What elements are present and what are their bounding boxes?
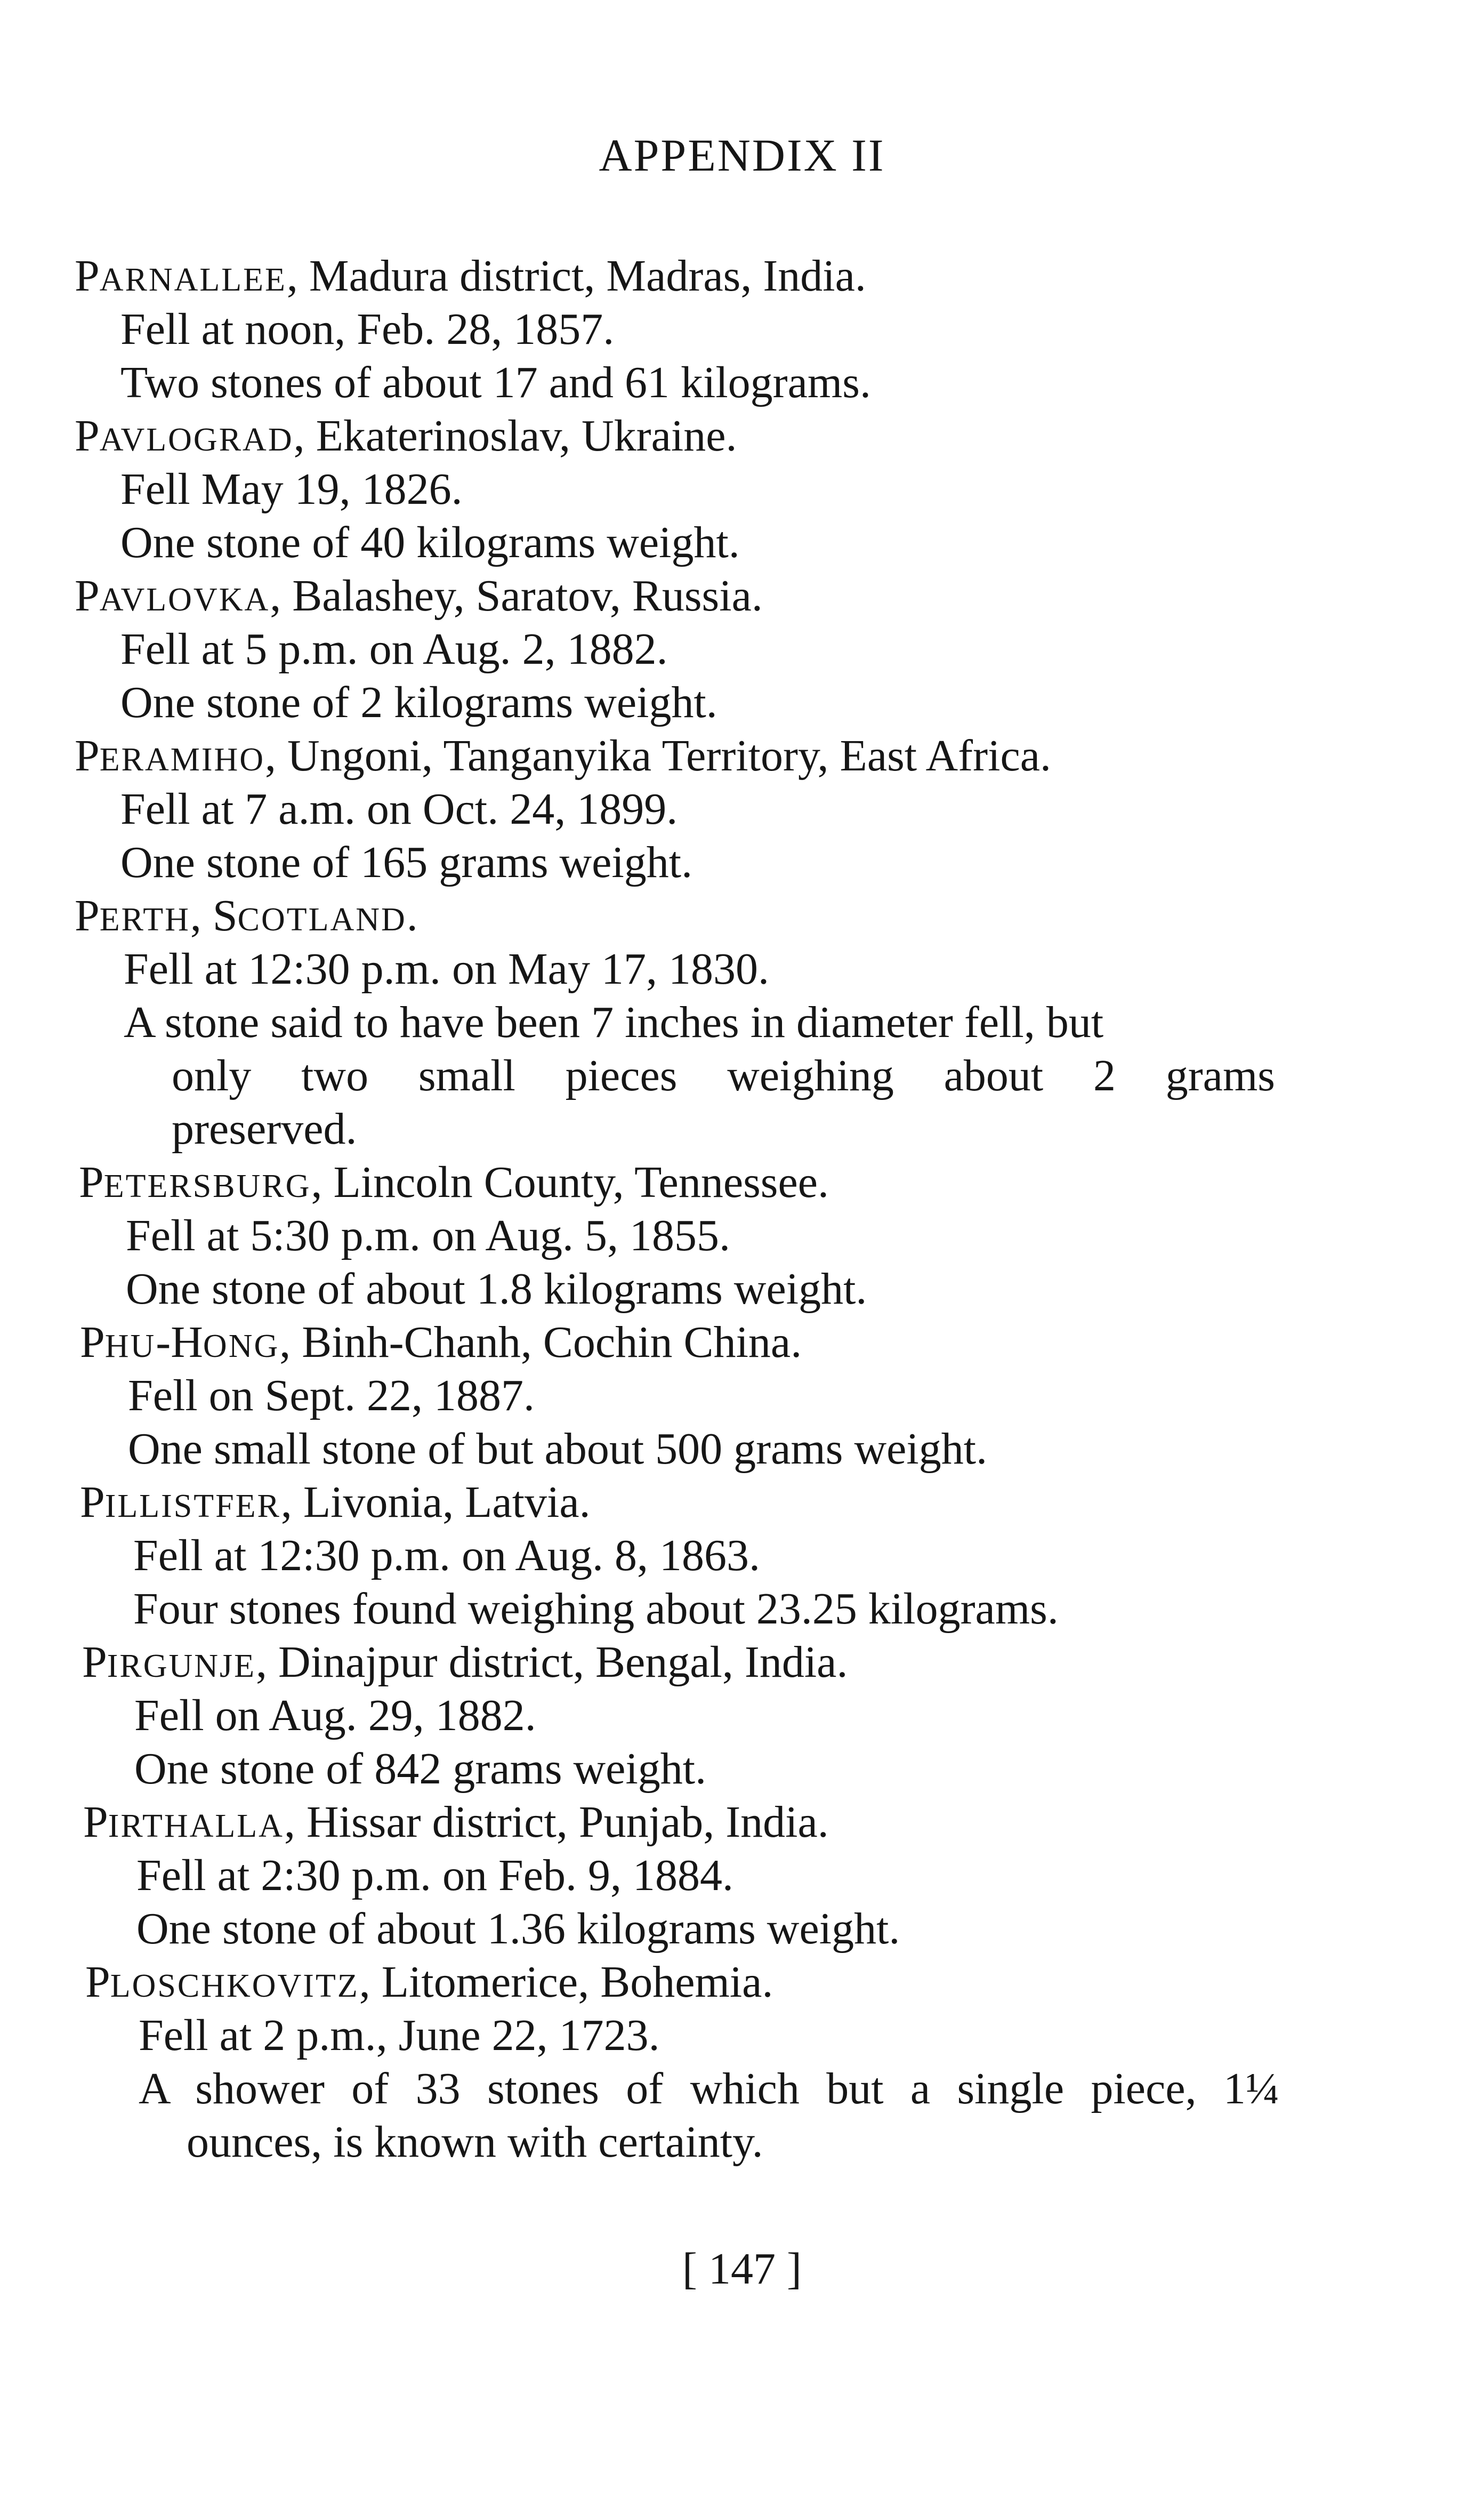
entry-location-smallcaps: COTLAND bbox=[237, 902, 407, 938]
entry-name-initial: P bbox=[75, 251, 100, 301]
entry-title bbox=[83, 1796, 829, 1853]
entry-fall-line: Fell at 7 a.m. on Oct. 24, 1899. bbox=[120, 784, 678, 834]
entry-fall-line: Fell at 2:30 p.m. on Feb. 9, 1884. bbox=[136, 1851, 733, 1900]
entry-fall-line: Fell at 5:30 p.m. on Aug. 5, 1855. bbox=[126, 1211, 730, 1260]
entry-title bbox=[82, 1636, 848, 1693]
entry-stone-line: Four stones found weighing about 23.25 kilograms. bbox=[133, 1584, 1059, 1634]
entry-title bbox=[75, 729, 1051, 786]
entry-fall-line: Fell at 2 p.m., June 22, 1723. bbox=[139, 2011, 660, 2060]
entry-location-initial: , S bbox=[190, 891, 238, 940]
entry-fall-line: Fell at 12:30 p.m. on Aug. 8, 1863. bbox=[133, 1531, 760, 1580]
entry-name-smallcaps: ONG bbox=[203, 1328, 280, 1364]
entry-name-smallcaps: ERAMIHO bbox=[99, 742, 265, 778]
entry-stone-line: A stone said to have been 7 inches in diameter fell, but bbox=[124, 998, 1104, 1047]
entry-location: , Binh-Chanh, Cochin China. bbox=[279, 1317, 802, 1367]
entry-title bbox=[80, 1316, 802, 1373]
entry-location: , Dinajpur district, Bengal, India. bbox=[256, 1637, 848, 1687]
entry-title bbox=[85, 1956, 773, 2013]
entry-stone-line: One small stone of but about 500 grams weight. bbox=[128, 1424, 988, 1474]
entry-stone-line-continued: ounces, is known with certainty. bbox=[187, 2117, 763, 2167]
entry-name-smallcaps: LOSCHKOVITZ bbox=[110, 1968, 359, 2004]
entry-stone-line-continued: preserved. bbox=[172, 1104, 357, 1154]
entry-name-initial: P bbox=[79, 1157, 104, 1207]
entry-stone-line: One stone of 2 kilograms weight. bbox=[120, 678, 717, 727]
entry-title bbox=[75, 569, 763, 626]
entry-location: , Ekaterinoslav, Ukraine. bbox=[293, 411, 737, 461]
entry-name-smallcaps: IRGUNJE bbox=[107, 1648, 256, 1684]
entry-title bbox=[79, 1156, 829, 1213]
entry-title bbox=[75, 409, 737, 467]
entry-location: , Balashey, Saratov, Russia. bbox=[270, 571, 763, 621]
entry-name-initial: -H bbox=[156, 1317, 203, 1367]
entry-stone-line: Two stones of about 17 and 61 kilograms. bbox=[120, 358, 871, 407]
entry-fall-line: Fell at 12:30 p.m. on May 17, 1830. bbox=[124, 944, 769, 994]
entry-fall-line: Fell on Sept. 22, 1887. bbox=[128, 1371, 535, 1420]
entry-location: , Livonia, Latvia. bbox=[280, 1477, 591, 1527]
entry-location: . bbox=[406, 891, 418, 940]
entry-stone-line: One stone of 165 grams weight. bbox=[120, 838, 693, 887]
page-heading: APPENDIX II bbox=[599, 130, 885, 181]
entry-location: , Hissar district, Punjab, India. bbox=[284, 1797, 829, 1847]
entry-location: , Lincoln County, Tennessee. bbox=[311, 1157, 829, 1207]
page-number: [ 147 ] bbox=[682, 2244, 802, 2294]
entry-name-smallcaps: ARNALLEE bbox=[99, 262, 287, 298]
entry-name-initial: P bbox=[80, 1317, 105, 1367]
entry-fall-line: Fell at 5 p.m. on Aug. 2, 1882. bbox=[120, 624, 668, 674]
entry-name-initial: P bbox=[80, 1477, 105, 1527]
entry-name-initial: P bbox=[83, 1797, 108, 1847]
entry-name-initial: P bbox=[75, 571, 100, 621]
entry-name-smallcaps: HU bbox=[104, 1328, 156, 1364]
entry-name-smallcaps: ERTH bbox=[99, 902, 190, 938]
entry-stone-line: One stone of 40 kilograms weight. bbox=[120, 518, 740, 567]
entry-stone-line: One stone of about 1.36 kilograms weight. bbox=[136, 1904, 900, 1954]
entry-name-initial: P bbox=[75, 891, 100, 940]
entry-name-smallcaps: ETERSBURG bbox=[103, 1168, 311, 1204]
entry-fall-line: Fell on Aug. 29, 1882. bbox=[134, 1691, 536, 1740]
entry-stone-line-continued: only two small pieces weighing about 2 grams bbox=[172, 1051, 1275, 1100]
entry-name-smallcaps: AVLOGRAD bbox=[99, 422, 294, 458]
entry-title bbox=[75, 250, 866, 307]
entry-stone-line: A shower of 33 stones of which but a single piece, 1¼ bbox=[139, 2064, 1279, 2113]
entry-name-initial: P bbox=[82, 1637, 107, 1687]
entry-title bbox=[75, 889, 418, 946]
entry-name-smallcaps: ILLISTFER bbox=[104, 1488, 281, 1524]
entry-name-smallcaps: IRTHALLA bbox=[108, 1808, 284, 1844]
entry-fall-line: Fell May 19, 1826. bbox=[120, 464, 463, 514]
entry-fall-line: Fell at noon, Feb. 28, 1857. bbox=[120, 304, 615, 354]
entry-stone-line: One stone of about 1.8 kilograms weight. bbox=[126, 1264, 867, 1314]
entry-location: , Litomerice, Bohemia. bbox=[359, 1957, 773, 2007]
entry-stone-line: One stone of 842 grams weight. bbox=[134, 1744, 707, 1794]
entry-title bbox=[80, 1476, 591, 1533]
entry-name-initial: P bbox=[75, 411, 100, 461]
entry-name-smallcaps: AVLOVKA bbox=[99, 582, 270, 618]
entry-location: , Ungoni, Tanganyika Territory, East Africa. bbox=[265, 731, 1052, 781]
entry-location: , Madura district, Madras, India. bbox=[286, 251, 866, 301]
entry-name-initial: P bbox=[85, 1957, 110, 2007]
entry-name-initial: P bbox=[75, 731, 100, 781]
